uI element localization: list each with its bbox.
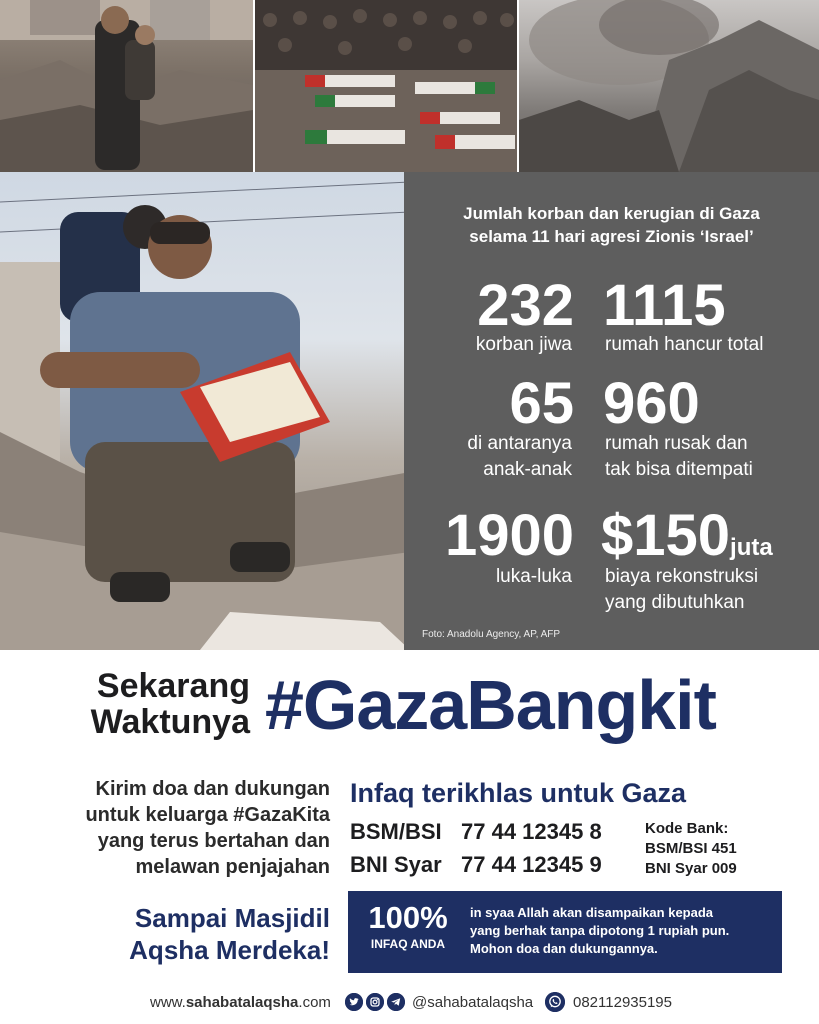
twitter-icon[interactable] — [345, 993, 363, 1011]
stat-value-destroyed-houses: 1115 — [603, 273, 726, 338]
social-handle[interactable]: @sahabatalaqsha — [412, 994, 534, 1011]
promise-percent-label: INFAQ ANDA — [370, 937, 446, 951]
stat-label-killed: korban jiwa — [475, 334, 572, 355]
appeal-line4: melawan penjajahan — [135, 856, 330, 878]
website-link[interactable] — [150, 994, 331, 1011]
stats-title-line2: selama 11 hari agresi Zionis ‘Israel’ — [469, 227, 754, 246]
stats-title-line1: Jumlah korban dan kerugian di Gaza — [463, 204, 760, 223]
photo-rubble-man-child — [0, 0, 253, 172]
account-bank-bni: BNI Syar — [350, 852, 442, 877]
stats-title — [404, 202, 819, 248]
headline-intro — [30, 668, 250, 740]
telegram-icon[interactable] — [387, 993, 405, 1011]
account-number-bsm: 77 44 12345 8 — [461, 819, 602, 844]
photo-man-reading-in-rubble — [0, 172, 410, 650]
promise-text — [470, 904, 776, 958]
bank-code-bni: BNI Syar 009 — [645, 860, 737, 877]
photo-collapsed-building — [519, 0, 819, 172]
website-suffix: .com — [298, 994, 331, 1011]
promise-line1: in syaa Allah akan disampaikan kepada — [470, 905, 714, 920]
account-number-bni: 77 44 12345 9 — [461, 852, 602, 877]
promise-line3: Mohon doa dan dukungannya. — [470, 941, 658, 956]
stat-label-children-line2: anak-anak — [483, 459, 572, 480]
bank-code-label: Kode Bank: — [645, 820, 729, 837]
photo-credit: Foto: Anadolu Agency, AP, AFP — [422, 629, 561, 640]
appeal-text — [20, 776, 330, 880]
instagram-icon[interactable] — [366, 993, 384, 1011]
headline-line2: Waktunya — [90, 703, 250, 741]
appeal-line3: yang terus bertahan dan — [97, 830, 330, 852]
whatsapp-icon[interactable] — [545, 992, 565, 1012]
bank-code-bsm: BSM/BSI 451 — [645, 840, 737, 857]
stat-value-injured: 1900 — [444, 503, 574, 568]
photo-funeral-crowd — [255, 0, 517, 172]
stat-value-reconstruction-amount: $150 — [601, 503, 731, 568]
stat-label-injured: luka-luka — [495, 566, 572, 587]
website-domain: sahabatalaqsha — [185, 994, 299, 1011]
slogan-line2: Aqsha Merdeka! — [129, 935, 330, 965]
stat-label-destroyed-houses: rumah hancur total — [605, 334, 764, 355]
stat-label-damaged-houses-line2: tak bisa ditempati — [605, 459, 753, 480]
slogan-line1: Sampai Masjidil — [134, 903, 330, 933]
stat-label-children-line1: di antaranya — [467, 433, 572, 454]
donation-title: Infaq terikhlas untuk Gaza — [350, 778, 687, 808]
stat-label-reconstruction-line1: biaya rekonstruksi — [605, 566, 759, 587]
slogan — [20, 902, 330, 966]
account-bank-bsm: BSM/BSI — [350, 819, 442, 844]
headline-line1: Sekarang — [96, 667, 250, 705]
stat-value-children: 65 — [509, 371, 574, 436]
stat-value-killed: 232 — [477, 273, 574, 338]
stat-value-reconstruction-unit: juta — [730, 534, 773, 561]
footer — [0, 988, 819, 1018]
phone-number[interactable]: 082112935195 — [573, 994, 672, 1011]
stats-panel — [404, 172, 819, 650]
stat-label-damaged-houses-line1: rumah rusak dan — [605, 433, 748, 454]
appeal-line2: untuk keluarga #GazaKita — [85, 804, 330, 826]
promise-box — [348, 891, 782, 973]
stat-value-damaged-houses: 960 — [603, 371, 700, 436]
promise-line2: yang berhak tanpa dipotong 1 rupiah pun. — [470, 923, 730, 938]
stat-label-reconstruction-line2: yang dibutuhkan — [605, 592, 745, 613]
appeal-line1: Kirim doa dan dukungan — [95, 778, 330, 800]
headline-hashtag: #GazaBangkit — [265, 666, 716, 744]
promise-percent: 100% — [368, 900, 448, 935]
website-prefix: www. — [150, 994, 186, 1011]
